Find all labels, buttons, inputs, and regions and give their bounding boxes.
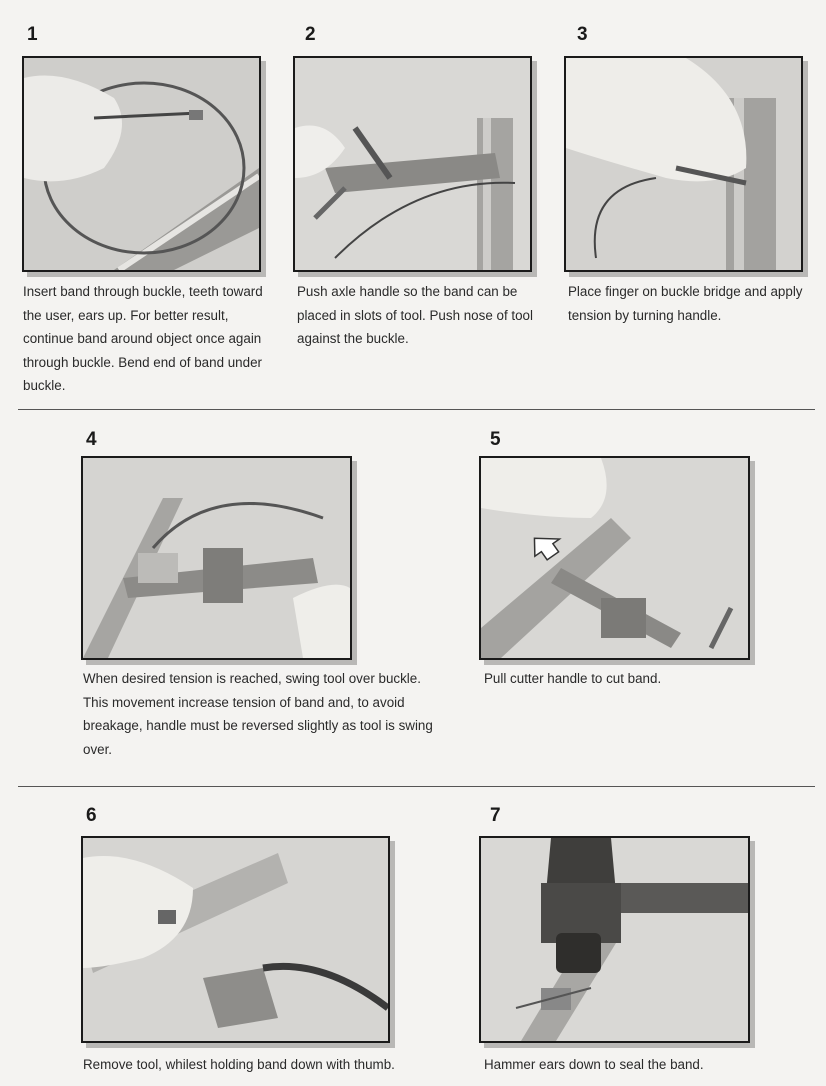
step-7-photo: [479, 836, 750, 1043]
step-6-caption: Remove tool, whilest holding band down with thumb.: [83, 1057, 395, 1072]
step-3-photo: [564, 56, 803, 272]
section-divider-2: [18, 786, 815, 787]
tool-placement-image: [295, 58, 530, 270]
hammer-seal-image: [481, 838, 748, 1041]
step-5-photo: [479, 456, 750, 660]
step-4-number: 4: [86, 429, 97, 450]
step-5-caption: Pull cutter handle to cut band.: [484, 671, 662, 686]
insert-band-image: [24, 58, 259, 270]
step-5-number: 5: [490, 429, 501, 450]
cut-band-image: [481, 458, 748, 658]
swing-tool-image: [83, 458, 350, 658]
step-3-number: 3: [577, 24, 588, 45]
step-1-caption: Insert band through buckle, teeth toward the user, ears up. For better result, continue band around object once again through buckle. Bend end of band under buckle.: [23, 284, 263, 393]
apply-tension-image: [566, 58, 801, 270]
step-7-number: 7: [490, 805, 501, 826]
step-1-photo: [22, 56, 261, 272]
step-1-number: 1: [27, 24, 38, 45]
step-4-photo: [81, 456, 352, 660]
step-2-number: 2: [305, 24, 316, 45]
step-2-caption: Push axle handle so the band can be placed in slots of tool. Push nose of tool against the buckle.: [297, 284, 533, 346]
step-7-caption: Hammer ears down to seal the band.: [484, 1057, 704, 1072]
section-divider-1: [18, 409, 815, 410]
remove-tool-image: [83, 838, 388, 1041]
step-4-caption: When desired tension is reached, swing tool over buckle. This movement increase tension of band and, to avoid breakage, handle must be reversed slightly as tool is swing over.: [83, 671, 433, 757]
step-3-caption: Place finger on buckle bridge and apply tension by turning handle.: [568, 284, 803, 323]
step-6-photo: [81, 836, 390, 1043]
step-6-number: 6: [86, 805, 97, 826]
step-2-photo: [293, 56, 532, 272]
